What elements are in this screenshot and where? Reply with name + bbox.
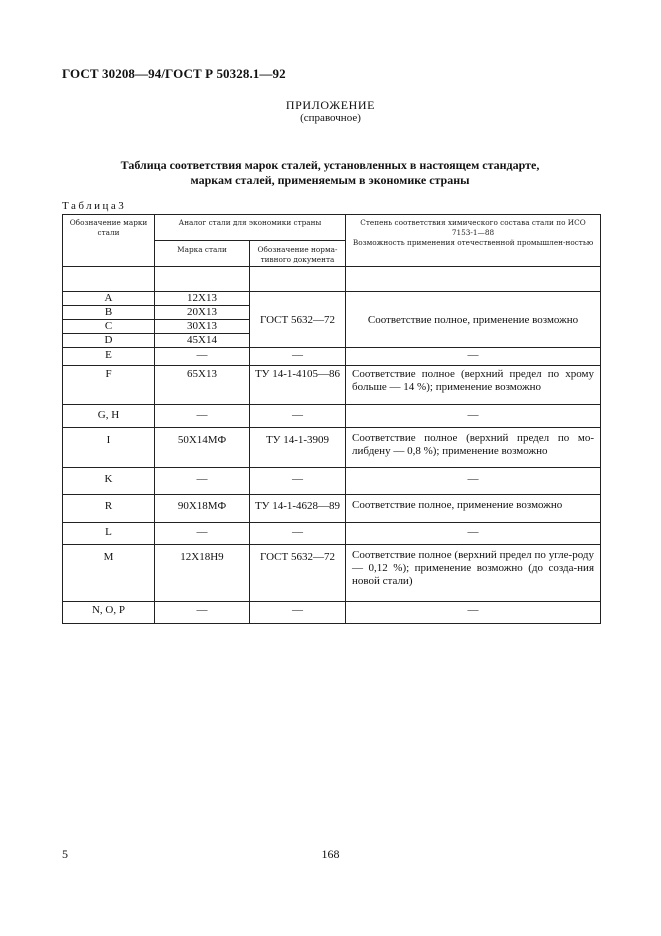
appendix-title: ПРИЛОЖЕНИЕ	[285, 98, 376, 112]
designation-cell: M	[63, 545, 155, 602]
spacer-cell	[250, 267, 346, 292]
designation-cell: C	[63, 320, 155, 334]
grade-cell: 12X13	[155, 292, 250, 306]
header-compliance-line-1: Степень соответствия химического состава стали по ИСО 7153-1—88	[360, 218, 586, 237]
designation-cell: F	[63, 366, 155, 405]
designation-cell: K	[63, 468, 155, 495]
normdoc-cell: ТУ 14-1-4628—89	[250, 495, 346, 523]
designation-cell: A	[63, 292, 155, 306]
normdoc-cell: ГОСТ 5632—72	[250, 292, 346, 348]
table-row	[63, 428, 601, 468]
compliance-cell: —	[346, 602, 601, 624]
header-compliance-line-2: Возможность применения отечественной промышлен-ностью	[352, 238, 594, 247]
table-row	[63, 545, 601, 602]
header-spacer-row	[63, 267, 601, 292]
compliance-cell: —	[346, 348, 601, 366]
grade-cell: —	[155, 405, 250, 428]
designation-cell: E	[63, 348, 155, 366]
designation-cell: G, H	[63, 405, 155, 428]
grade-cell: 45X14	[155, 334, 250, 348]
designation-cell: B	[63, 306, 155, 320]
steel-grades-table	[62, 214, 601, 624]
compliance-cell: Соответствие полное, применение возможно	[346, 495, 601, 523]
grade-cell: 50X14МФ	[155, 428, 250, 468]
normdoc-cell: —	[250, 405, 346, 428]
designation-cell: I	[63, 428, 155, 468]
table-row	[63, 602, 601, 624]
table-row	[63, 366, 601, 405]
page-number-left: 5	[62, 847, 68, 861]
header-designation: Обозначение марки стали	[63, 215, 155, 267]
table-title-line-2: маркам сталей, применяемым в экономике страны	[190, 173, 470, 187]
designation-cell: N, O, P	[63, 602, 155, 624]
normdoc-cell: —	[250, 523, 346, 545]
page-number-center: 168	[321, 847, 340, 861]
header-normdoc: Обозначение норма-тивного документа	[250, 241, 346, 267]
grade-cell: —	[155, 348, 250, 366]
header-grade: Марка стали	[155, 241, 250, 267]
table-row	[63, 405, 601, 428]
document-code: ГОСТ 30208—94/ГОСТ Р 50328.1—92	[62, 66, 286, 81]
spacer-cell	[346, 267, 601, 292]
grade-cell: —	[155, 468, 250, 495]
grade-cell: 65X13	[155, 366, 250, 405]
normdoc-cell: —	[250, 348, 346, 366]
table-title	[60, 158, 600, 188]
normdoc-cell: ГОСТ 5632—72	[250, 545, 346, 602]
grade-cell: 12X18H9	[155, 545, 250, 602]
normdoc-cell: —	[250, 602, 346, 624]
compliance-cell: Соответствие полное (верхний предел по угле-роду — 0,12 %); применение возможно (до созда-ния новой стали)	[346, 545, 601, 602]
spacer-cell	[155, 267, 250, 292]
appendix-subtitle: (справочное)	[300, 112, 361, 124]
table-row	[63, 348, 601, 366]
spacer-cell	[63, 267, 155, 292]
normdoc-cell: ТУ 14-1-3909	[250, 428, 346, 468]
compliance-cell: —	[346, 405, 601, 428]
grade-cell: 90X18МФ	[155, 495, 250, 523]
table-row	[63, 495, 601, 523]
compliance-cell: Соответствие полное, применение возможно	[346, 292, 601, 348]
table-row	[63, 292, 601, 306]
grade-cell: —	[155, 523, 250, 545]
normdoc-cell: ТУ 14-1-4105—86	[250, 366, 346, 405]
designation-cell: L	[63, 523, 155, 545]
grade-cell: —	[155, 602, 250, 624]
table-label: Таблица3	[62, 200, 127, 212]
table-title-line-1: Таблица соответствия марок сталей, установленных в настоящем стандарте,	[120, 158, 540, 172]
compliance-cell: Соответствие полное (верхний предел по хрому больше — 14 %); применение возможно	[346, 366, 601, 405]
designation-cell: R	[63, 495, 155, 523]
table-row	[63, 468, 601, 495]
table-row	[63, 523, 601, 545]
compliance-cell: —	[346, 468, 601, 495]
designation-cell: D	[63, 334, 155, 348]
header-analog: Аналог стали для экономики страны	[155, 215, 346, 241]
grade-cell: 20X13	[155, 306, 250, 320]
normdoc-cell: —	[250, 468, 346, 495]
compliance-cell: Соответствие полное (верхний предел по мо-либдену — 0,8 %); применение возможно	[346, 428, 601, 468]
grade-cell: 30X13	[155, 320, 250, 334]
header-compliance	[346, 215, 601, 267]
compliance-cell: —	[346, 523, 601, 545]
